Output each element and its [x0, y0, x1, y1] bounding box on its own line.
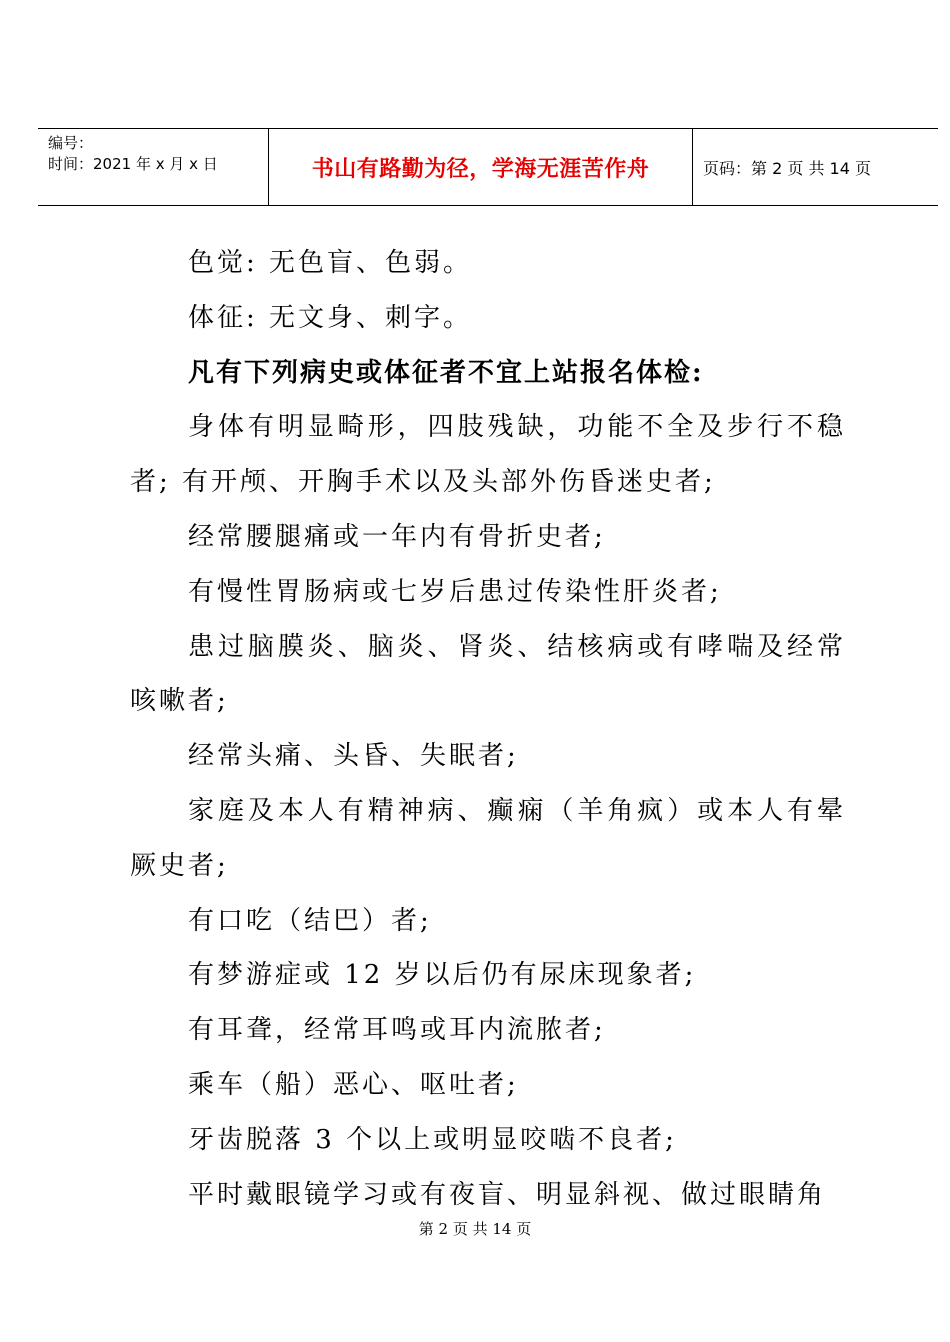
header-page-code: 页码：第 2 页 共 14 页	[703, 159, 871, 178]
paragraph: 有耳聋，经常耳鸣或耳内流脓者;	[188, 1015, 606, 1046]
paragraph: 有梦游症或 12 岁以后仍有尿床现象者;	[188, 960, 697, 991]
section-heading: 凡有下列病史或体征者不宜上站报名体检:	[188, 357, 704, 388]
page-footer: 第 2 页 共 14 页	[418, 1220, 532, 1238]
document-number-label: 编号：	[48, 134, 94, 152]
document-body	[130, 236, 846, 1222]
paragraph: 有口吃（结巴）者;	[188, 905, 432, 936]
document-header	[38, 128, 938, 206]
paragraph: 体征: 无文身、刺字。	[188, 302, 473, 333]
paragraph: 身体有明显畸形，四肢残缺，功能不全及步行不稳者; 有开颅、开胸手术以及头部外伤昏迷史者;	[130, 412, 846, 498]
paragraph: 平时戴眼镜学习或有夜盲、明显斜视、做过眼睛角	[188, 1179, 827, 1210]
paragraph: 乘车（船）恶心、呕吐者;	[188, 1069, 519, 1100]
document-time: 时间：2021 年 x 月 x 日	[48, 155, 218, 173]
paragraph: 有慢性胃肠病或七岁后患过传染性肝炎者;	[188, 576, 722, 607]
header-divider-left	[268, 129, 269, 206]
header-divider-right	[692, 129, 693, 206]
paragraph: 牙齿脱落 3 个以上或明显咬啮不良者;	[188, 1124, 677, 1155]
paragraph: 经常腰腿痛或一年内有骨折史者;	[188, 521, 606, 552]
paragraph: 患过脑膜炎、脑炎、肾炎、结核病或有哮喘及经常咳嗽者;	[130, 631, 846, 717]
paragraph: 色觉: 无色盲、色弱。	[188, 248, 473, 278]
paragraph: 家庭及本人有精神病、癫痫（羊角疯）或本人有晕厥史者;	[130, 795, 846, 881]
header-meta	[48, 133, 218, 175]
header-slogan: 书山有路勤为径，学海无涯苦作舟	[311, 157, 650, 182]
paragraph: 经常头痛、头昏、失眠者;	[188, 741, 519, 772]
